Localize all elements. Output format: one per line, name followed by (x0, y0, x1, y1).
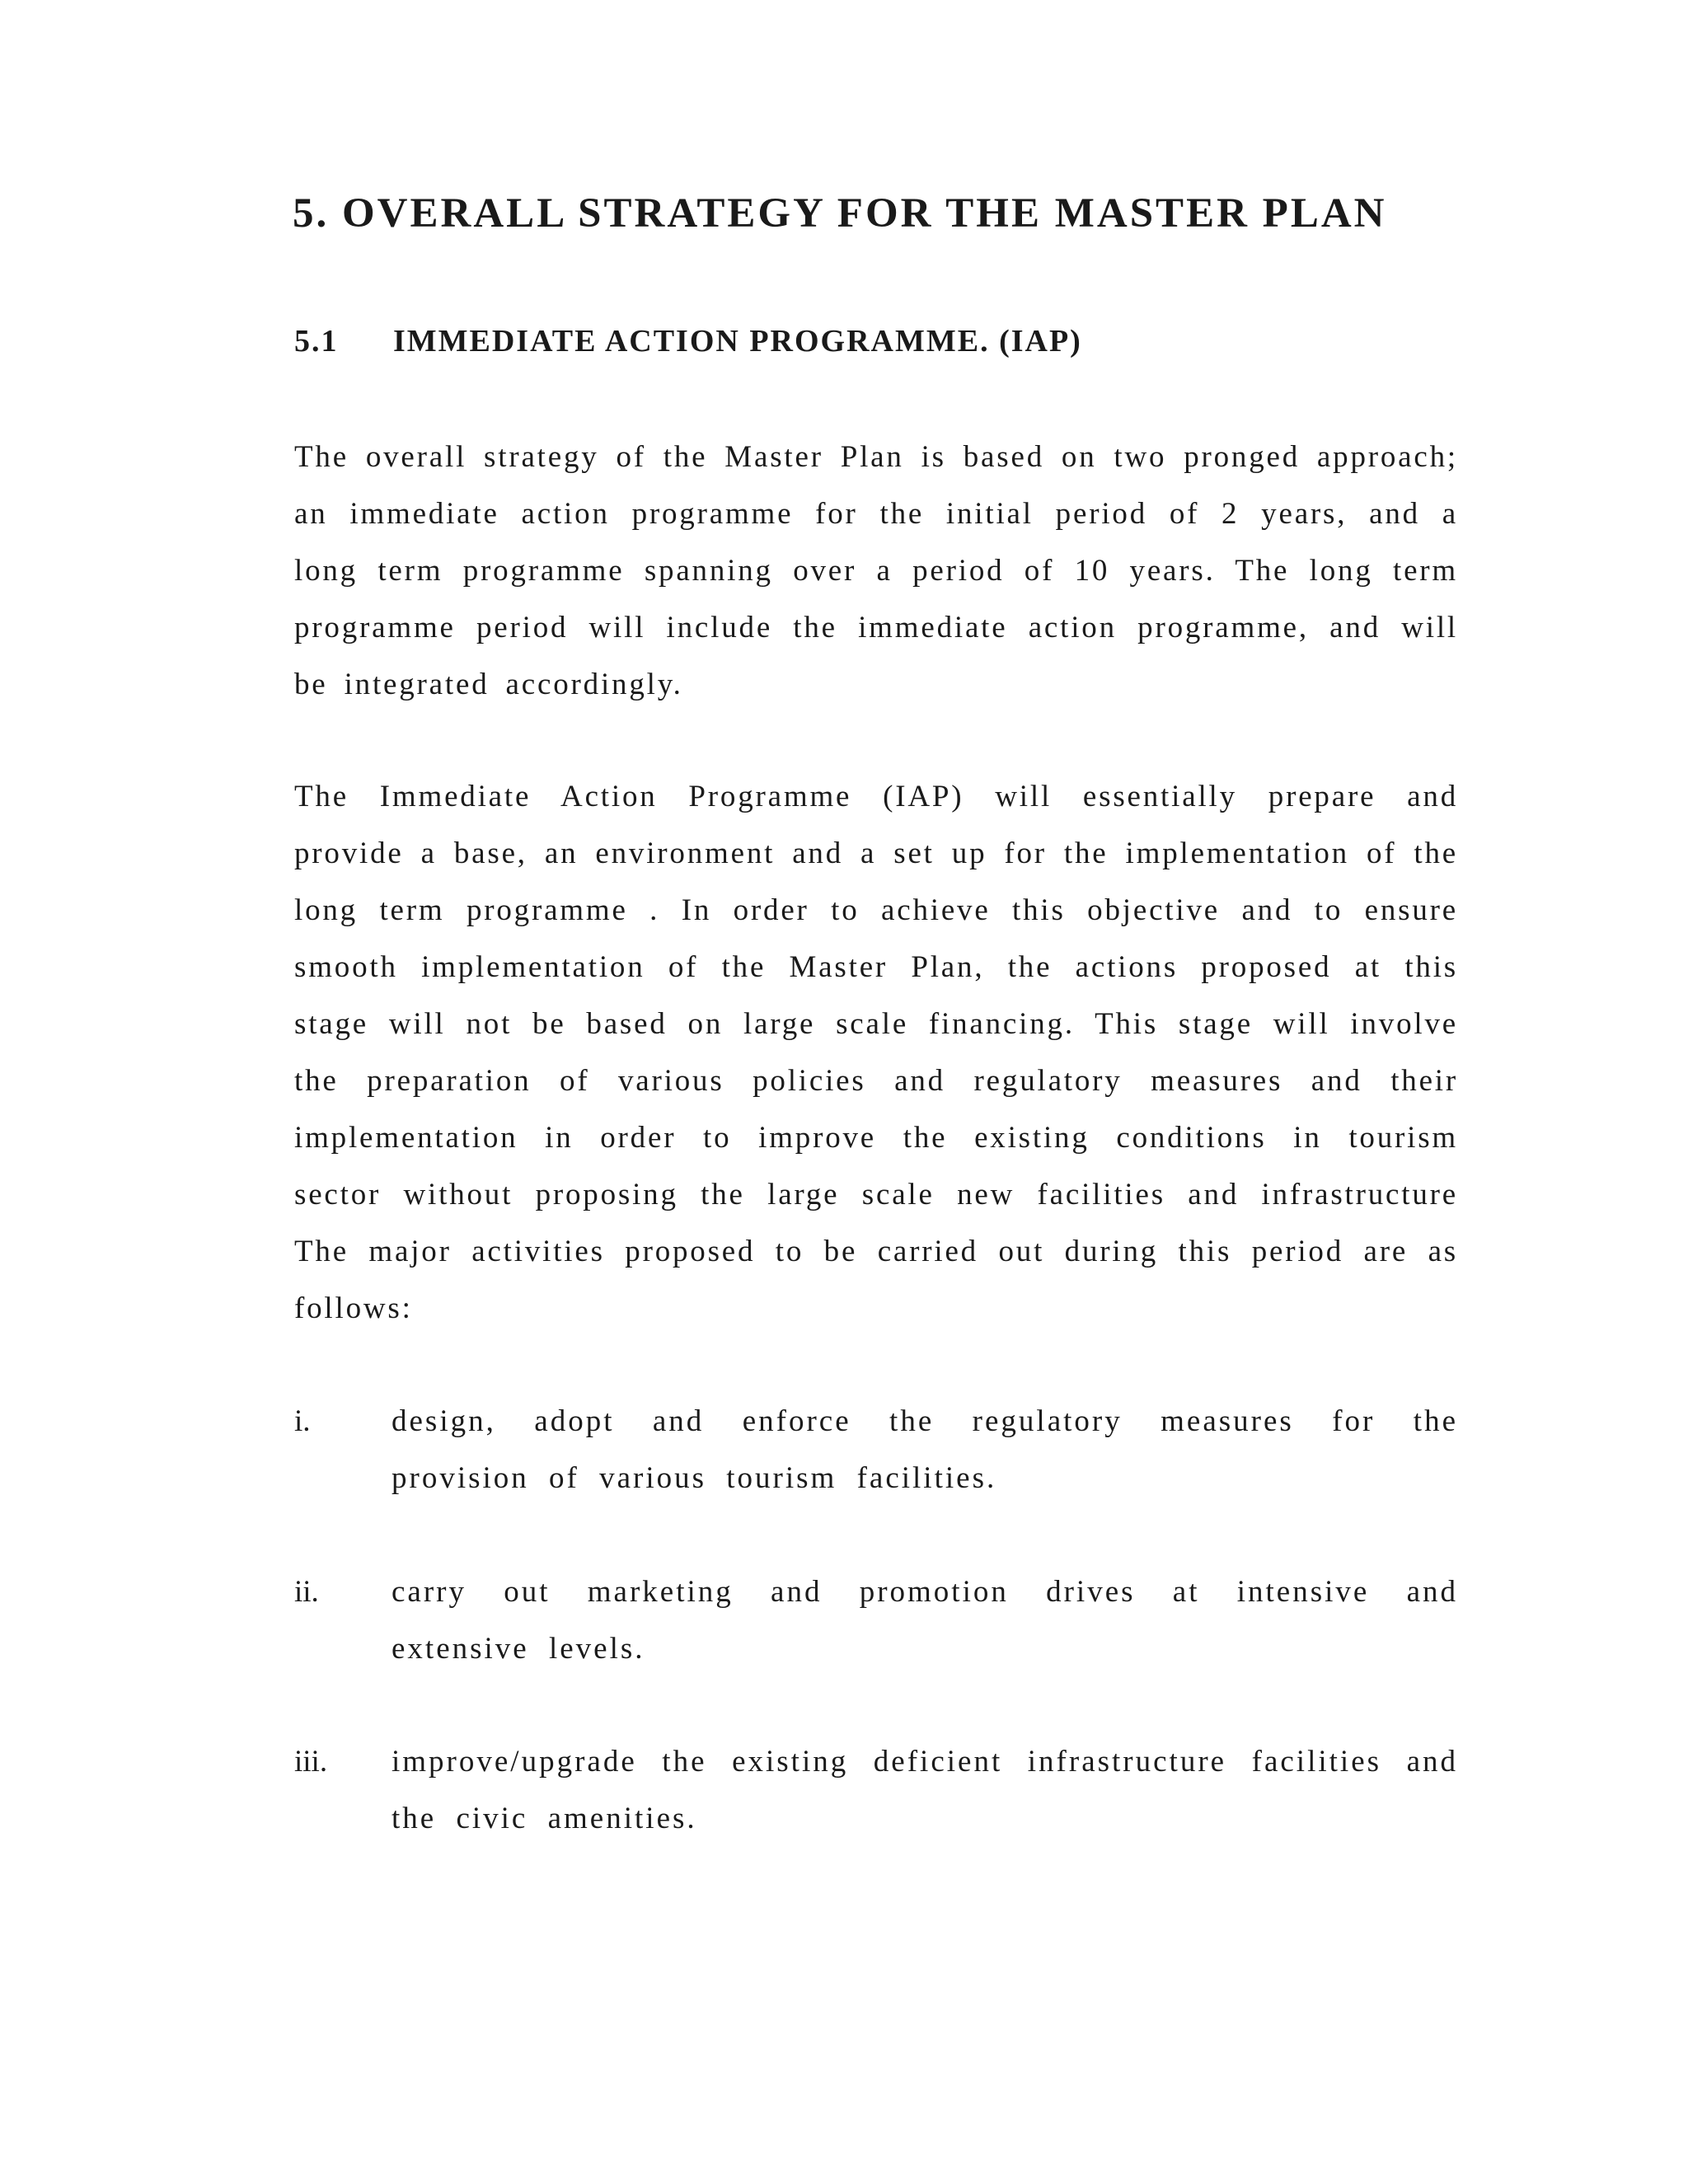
list-marker: iii. (294, 1745, 328, 1779)
list-marker: i. (294, 1404, 311, 1438)
section-heading (294, 323, 1082, 359)
list-item-text: carry out marketing and promotion drives at intensive and extensive levels. (392, 1575, 1458, 1666)
list-marker: ii. (294, 1575, 319, 1609)
list-item (294, 1393, 1458, 1507)
list-item-text: improve/upgrade the existing deficient infrastructure facilities and the civic amenities. (392, 1745, 1458, 1835)
chapter-title: 5. OVERALL STRATEGY FOR THE MASTER PLAN (293, 190, 1387, 237)
section-title: IMMEDIATE ACTION PROGRAMME. (IAP) (393, 324, 1082, 359)
list-item (294, 1563, 1458, 1677)
list-item (294, 1733, 1458, 1847)
list-item-text: design, adopt and enforce the regulatory measures for the provision of various tourism facilities. (392, 1404, 1458, 1495)
paragraph-iap-description: The Immediate Action Programme (IAP) will essentially prepare and provide a base, an environment and a set up for the implementation of the long term programme . In order to achieve this objective and to ensure smooth implementation of the Master Plan, the actions proposed at this stage will not be based on large scale financing. This stage will involve the preparation of various policies and regulatory measures and their implementation in order to improve the existing conditions in tourism sector without proposing the large scale new facilities and infrastructure The major activities proposed to be carried out during this period are as follows: (294, 780, 1458, 1325)
paragraph-overall-strategy: The overall strategy of the Master Plan is based on two pronged approach; an immediate action programme for the initial period of 2 years, and a long term programme spanning over a period of 10 years. The long term programme period will include the immediate action programme, and will be integrated accordingly. (294, 440, 1458, 701)
section-number: 5.1 (294, 324, 339, 359)
